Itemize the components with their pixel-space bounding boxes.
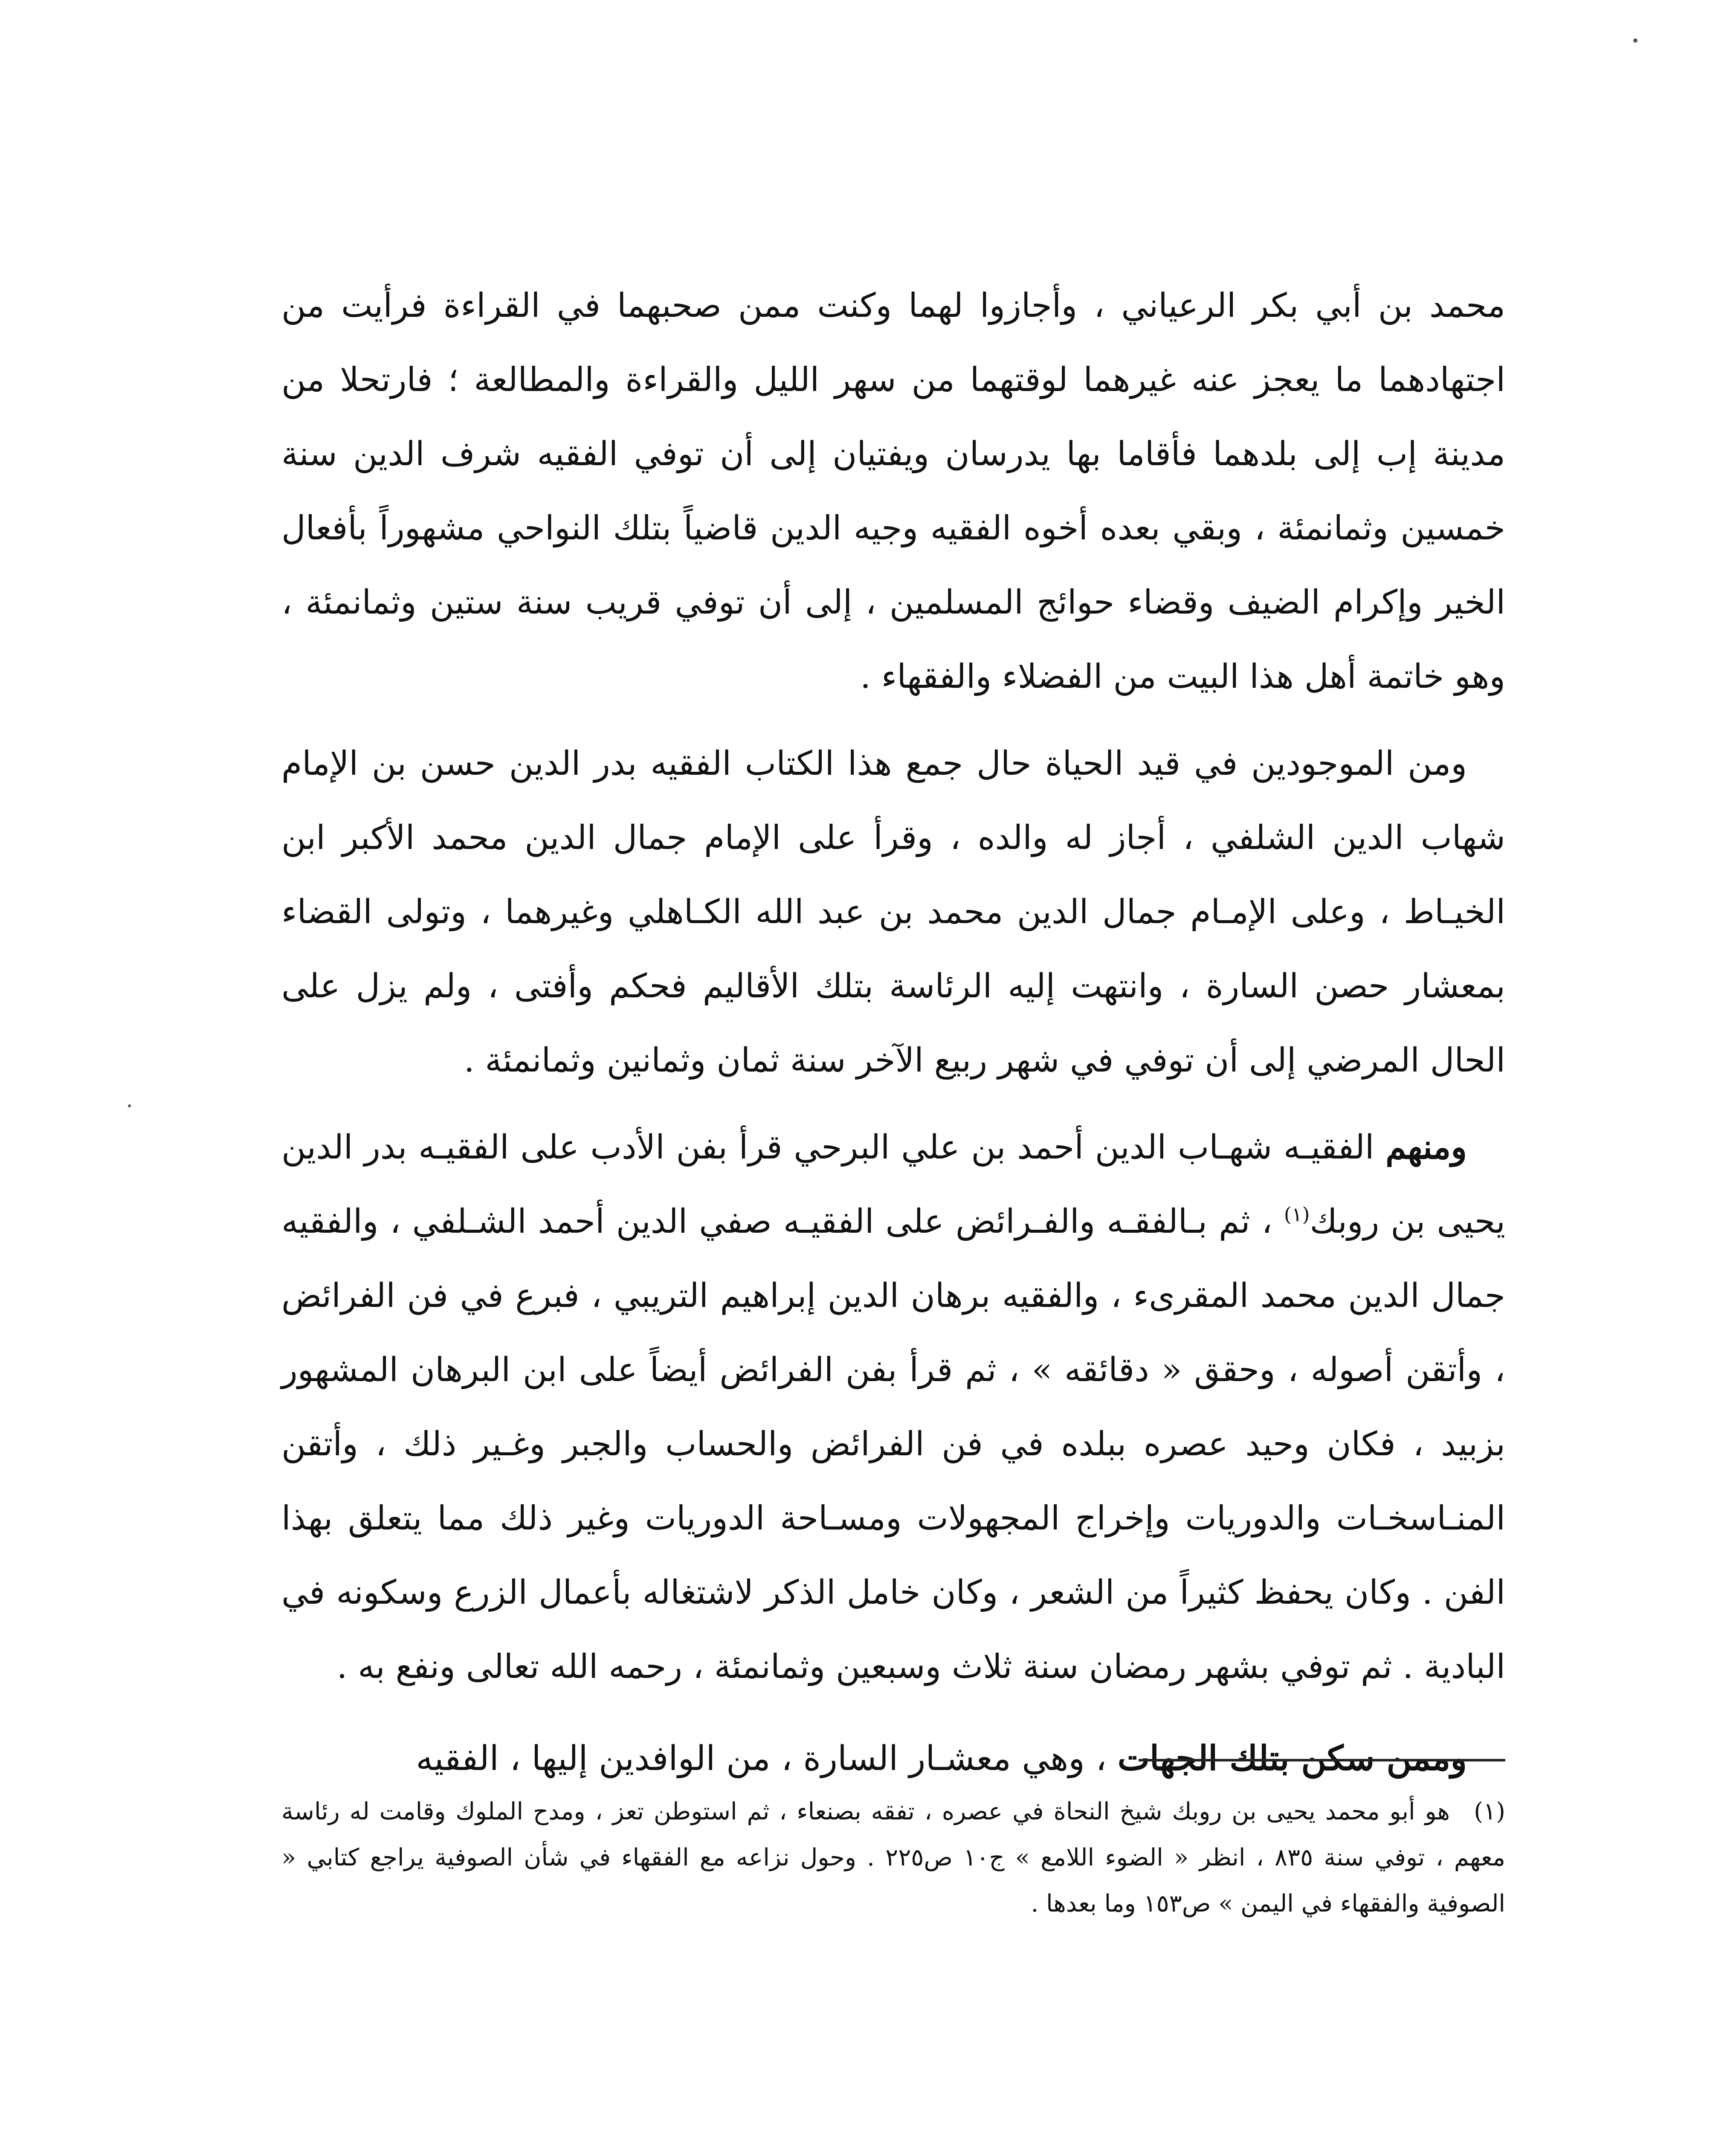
scan-speck — [128, 1104, 131, 1107]
footnote-reference[interactable]: (١) — [1284, 1203, 1310, 1226]
paragraph-3-text-a: الفقيـه شهـاب الدين أحمد بن علي البرحي قرأ بفن الأدب على الفقيـه بدر الدين يحيى بن روبك — [281, 1128, 1506, 1241]
footnote-marker: (١) — [1474, 1798, 1505, 1825]
paragraph-2 — [281, 727, 1505, 1098]
paragraph-1 — [281, 269, 1505, 714]
paragraph-2-text: ومن الموجودين في قيد الحياة حال جمع هذا الكتاب الفقيه بدر الدين حسن بن الإمام شهاب الدين الشلفي ، أجاز له والده ، وقرأ على الإمام جمال الدين محمد الأكبر ابن الخيـاط ، وعلى الإمـام جمال الدين محمد بن عبد الله الكـاهلي وغيرهما ، وتولى القضاء بمعشار حصن السارة ، وانتهت إليه الرئاسة بتلك الأقاليم فحكم وأفتى ، ولم يزل على الحال المرضي إلى أن توفي في شهر ربيع الآخر سنة ثمان وثمانين وثمانمئة . — [281, 744, 1505, 1080]
main-text — [281, 269, 1505, 1796]
paragraph-1-text: محمد بن أبي بكر الرعياني ، وأجازوا لهما وكنت ممن صحبهما في القراءة فرأيت من اجتهادهما ما يعجز عنه غيرهما لوقتهما من سهر الليل والقراءة والمطالعة ؛ فارتحلا من مدينة إب إلى بلدهما فأقاما بها يدرسان ويفتيان إلى أن توفي الفقيه شرف الدين سنة خمسين وثمانمئة ، وبقي بعده أخوه الفقيه وجيه الدين قاضياً بتلك النواحي مشهوراً بأفعال الخير وإكرام الضيف وقضاء حوائج المسلمين ، إلى أن توفي قريب سنة ستين وثمانمئة ، وهو خاتمة أهل هذا البيت من الفضلاء والفقهاء . — [281, 287, 1505, 696]
paragraph-3-lead: ومنهم — [1385, 1128, 1467, 1167]
footnote-divider — [1139, 1759, 1505, 1761]
paragraph-4-lead: وممن سكن بتلك الجهات — [1117, 1738, 1467, 1778]
paragraph-4 — [281, 1721, 1505, 1796]
footnote — [281, 1789, 1505, 1927]
paragraph-4-text: ، وهي معشـار السارة ، من الوافدين إليها ، الفقيه — [416, 1738, 1118, 1778]
paragraph-3-text-b: ، ثم بـالفقـه والفـرائض على الفقيـه صفي الدين أحمد الشـلفي ، والفقيه جمال الدين محمد المقرىء ، والفقيه برهان الدين إبراهيم التريبي ، فبرع في فن الفرائض ، وأتقن أصوله ، وحقق « دقائقه » ، ثم قرأ بفن الفرائض أيضاً على ابن البرهان المشهور بزبيد ، فكان وحيد عصره ببلده في فن الفرائض والحساب والجبر وغـير ذلك ، وأتقن المنـاسخـات والدوريات وإخراج المجهولات ومسـاحة الدوريات وغير ذلك مما يتعلق بهذا الفن . وكان يحفظ كثيراً من الشعر ، وكان خامل الذكر لاشتغاله بأعمال الزرع وسكونه في البادية . ثم توفي بشهر رمضان سنة ثلاث وسبعين وثمانمئة ، رحمه الله تعالى ونفع به . — [281, 1202, 1505, 1686]
scan-speck — [1633, 38, 1637, 43]
paragraph-3 — [281, 1110, 1505, 1704]
footnote-text: هو أبو محمد يحيى بن روبك شيخ النحاة في عصره ، تفقه بصنعاء ، ثم استوطن تعز ، ومدح الملوك وقامت له رئاسة معهم ، توفي سنة ٨٣٥ ، انظر « الضوء اللامع » ج١٠ ص٢٢٥ . وحول نزاعه مع الفقهاء في شأن الصوفية يراجع كتابي « الصوفية والفقهاء في اليمن » ص١٥٣ وما بعدها . — [281, 1798, 1505, 1918]
